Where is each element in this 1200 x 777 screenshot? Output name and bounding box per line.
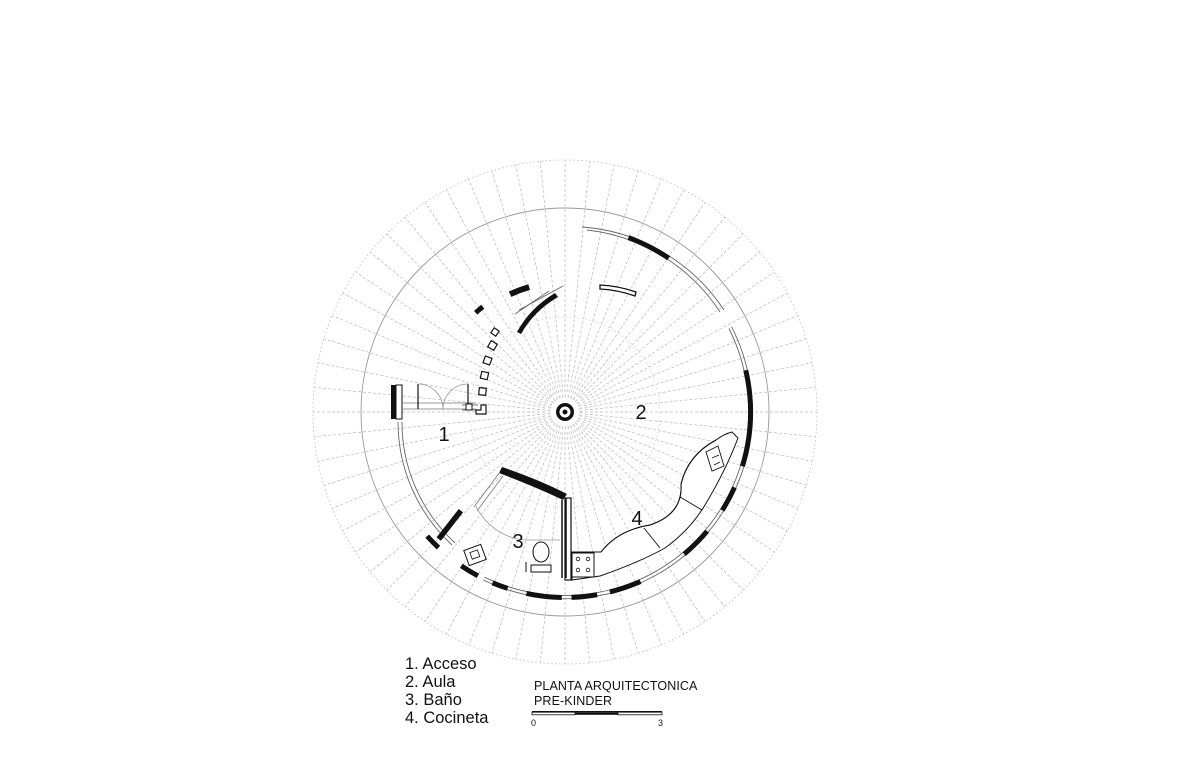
entrance [391, 384, 486, 419]
roof-rib [446, 190, 555, 395]
wall-segment [628, 235, 671, 260]
room-label-bano: 3 [512, 531, 524, 553]
roof-rib [578, 217, 725, 396]
roof-rib [581, 252, 760, 399]
roof-rib [332, 316, 546, 405]
window-frames [600, 285, 636, 296]
roof-rib [583, 293, 788, 402]
legend-item-aula: 2. Aula [405, 673, 456, 691]
roof-rib [318, 416, 546, 461]
toilet-tank [531, 565, 551, 572]
roof-rib [540, 161, 563, 392]
door-swing-left [418, 384, 443, 409]
wall-segment [526, 591, 562, 600]
central-column [549, 396, 581, 428]
sink [464, 544, 486, 565]
room-label-aula: 2 [635, 402, 647, 424]
drawing-title [534, 679, 697, 709]
wall-segments [425, 235, 753, 600]
room-labels [438, 402, 646, 553]
roof-rib [425, 203, 554, 396]
drawing-title-line1: PLANTA ARQUITECTONICA [534, 679, 698, 693]
roof-rib [324, 339, 546, 406]
roof-rib [492, 171, 559, 393]
roof-rib [584, 316, 798, 405]
wall-segment [474, 305, 484, 315]
room-legend [405, 655, 488, 727]
roof-rib [516, 165, 561, 393]
legend-item-acceso: 1. Acceso [405, 655, 477, 673]
roof-rib [343, 293, 548, 402]
roof-rib [585, 387, 816, 410]
roof-rib [585, 414, 816, 437]
scale-end-label: 3 [658, 718, 664, 728]
roof-rib [579, 234, 743, 398]
stove [572, 553, 594, 577]
room-label-cocineta: 4 [631, 508, 643, 530]
wall-segment [571, 592, 597, 600]
roof-rib [405, 428, 552, 607]
legend-item-cocineta: 4. Cocineta [405, 709, 489, 727]
roof-rib [405, 217, 552, 396]
roof-rib [567, 161, 590, 392]
scale-start-label: 0 [531, 718, 537, 728]
roof-rib [314, 414, 545, 437]
roof-rib [585, 363, 813, 408]
wall-segment [509, 284, 530, 297]
wall-segment [740, 370, 753, 467]
roof-rib [571, 171, 638, 393]
roof-rib [446, 430, 555, 635]
perforated-wall-blocks [479, 328, 499, 395]
drawing-title-line2: PRE-KINDER [534, 694, 613, 708]
roof-rib [318, 363, 546, 408]
wall-segment [720, 486, 737, 511]
toilet-bowl [533, 542, 549, 562]
wall-segment [492, 581, 509, 591]
room-label-acceso: 1 [438, 424, 450, 446]
roof-rib [492, 431, 559, 653]
scale-bar [532, 711, 662, 715]
roof-rib [387, 234, 551, 398]
roof-rib [584, 339, 806, 406]
roof-rib [569, 165, 614, 393]
roof-rib [469, 179, 558, 393]
kitchenette [572, 432, 738, 580]
wall-segment [609, 579, 641, 594]
legend-item-bano: 3. Baño [405, 691, 462, 709]
roof-rib [314, 387, 545, 410]
